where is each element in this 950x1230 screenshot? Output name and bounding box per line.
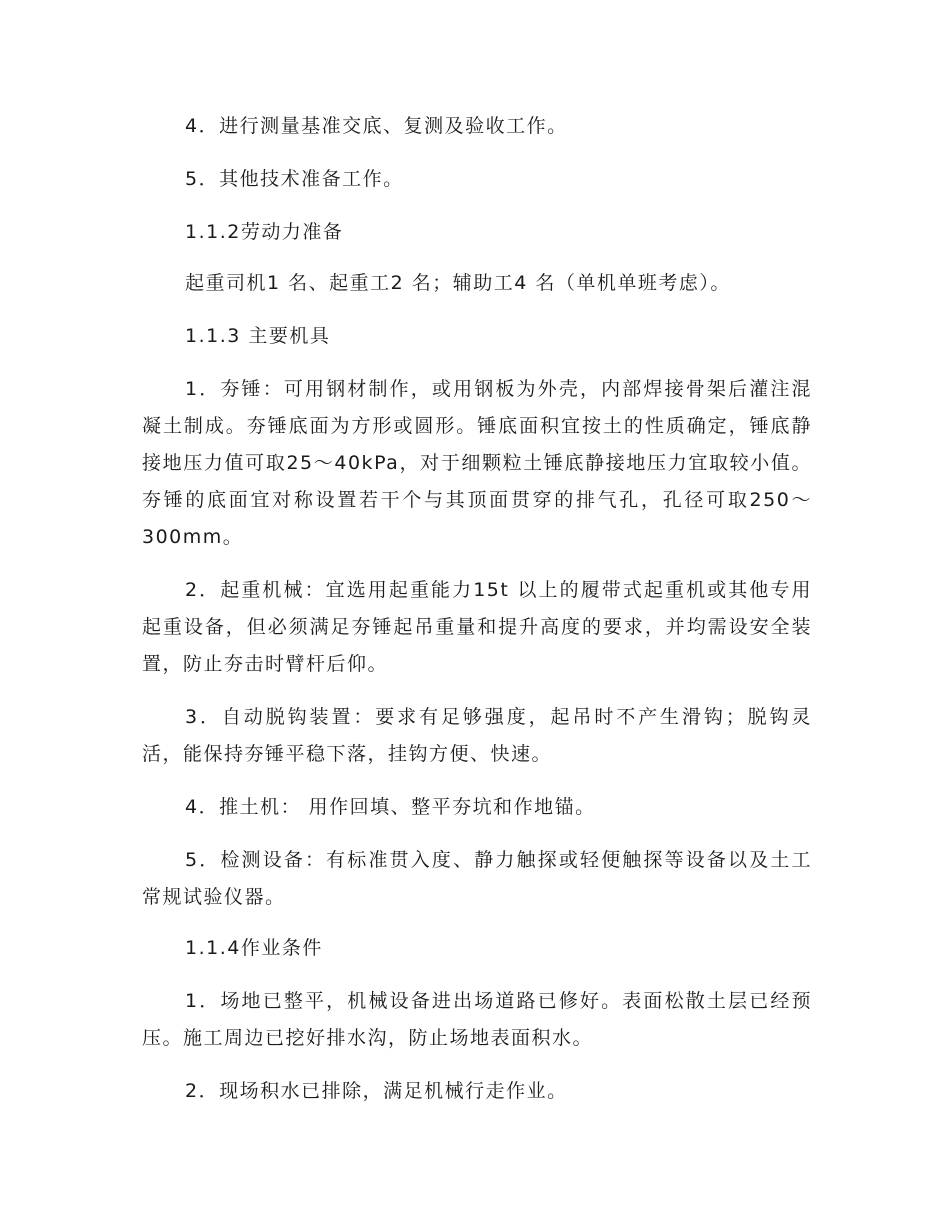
- paragraph-site-leveled: 1．场地已整平，机械设备进出场道路已修好。表面松散土层已经预压。施工周边已挖好排水沟，防止场地表面积水。: [142, 990, 812, 1049]
- heading-labor-prep: 1.1.2劳动力准备: [185, 221, 344, 243]
- heading-main-equipment: 1.1.3 主要机具: [185, 325, 331, 347]
- paragraph-labor-staffing: 起重司机1 名、起重工2 名；辅助工4 名（单机单班考虑）。: [185, 272, 731, 294]
- paragraph-other-tech-prep: 5．其他技术准备工作。: [185, 168, 404, 190]
- paragraph-tamping-hammer: 1．夯锤：可用钢材制作，或用钢板为外壳，内部焊接骨架后灌注混凝土制成。夯锤底面为方形或圆形。锤底面积宜按土的性质确定，锤底静接地压力值可取25～40kPa，对于细颗粒土锤底静接地压力宜取较小值。夯锤的底面宜对称设置若干个与其顶面贯穿的排气孔，孔径可取250～300mm。: [142, 378, 812, 548]
- paragraph-lifting-machinery: 2．起重机械：宜选用起重能力15t 以上的履带式起重机或其他专用起重设备，但必须满足夯锤起吊重量和提升高度的要求，并均需设安全装置，防止夯击时臂杆后仰。: [142, 579, 812, 675]
- paragraph-water-drained: 2．现场积水已排除，满足机械行走作业。: [185, 1080, 568, 1102]
- paragraph-survey-handover: 4．进行测量基准交底、复测及验收工作。: [185, 115, 568, 137]
- paragraph-testing-equipment: 5．检测设备：有标准贯入度、静力触探或轻便触探等设备以及土工常规试验仪器。: [142, 849, 812, 908]
- paragraph-bulldozer: 4．推土机： 用作回填、整平夯坑和作地锚。: [185, 796, 596, 818]
- heading-working-conditions: 1.1.4作业条件: [185, 937, 323, 959]
- paragraph-auto-release-device: 3．自动脱钩装置：要求有足够强度，起吊时不产生滑钩；脱钩灵活，能保持夯锤平稳下落，挂钩方便、快速。: [142, 706, 812, 765]
